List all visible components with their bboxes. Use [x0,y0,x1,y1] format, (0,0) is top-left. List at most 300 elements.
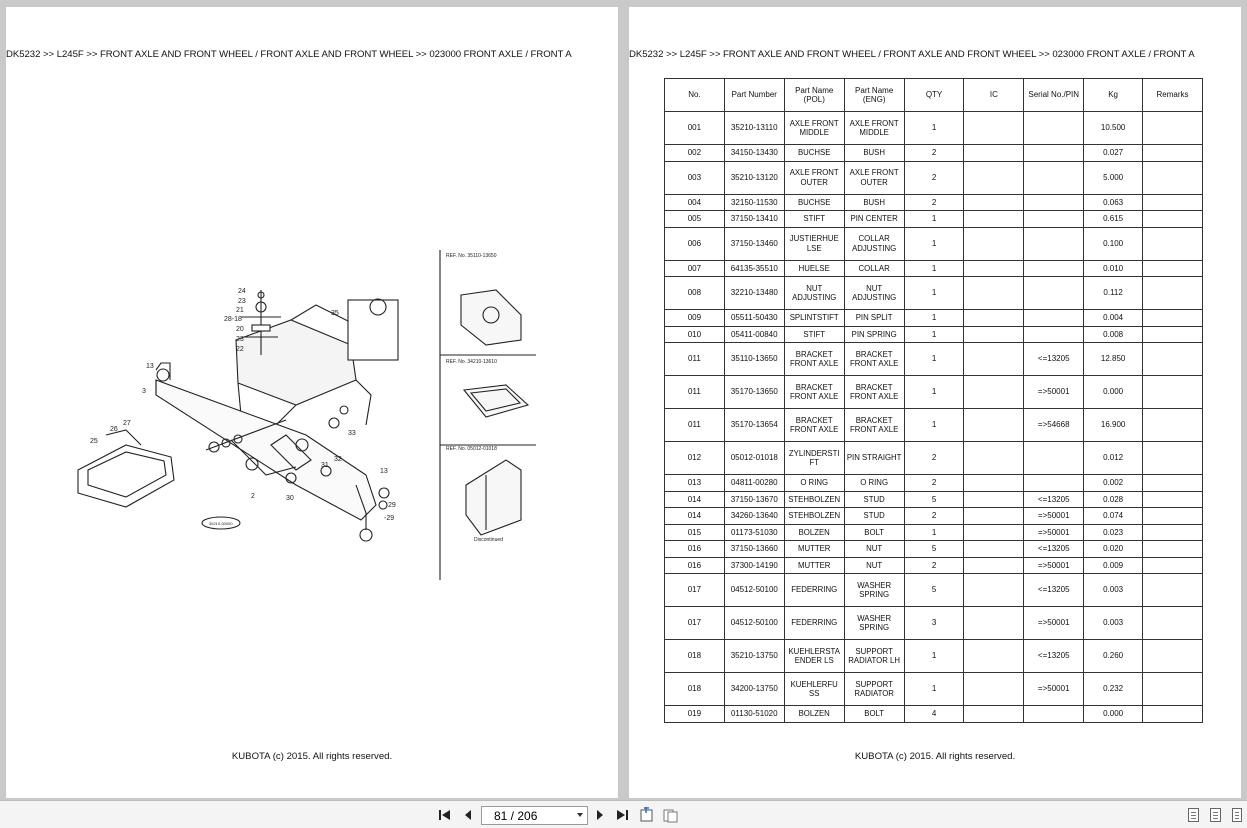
column-header: Part Number [724,79,784,112]
table-cell-qty: 1 [904,260,964,277]
table-cell-qty: 1 [904,524,964,541]
table-cell-kg: 0.020 [1084,541,1143,558]
table-cell-serial: <=13205 [1024,640,1084,673]
table-cell-ic [964,508,1024,525]
table-cell-eng: PIN STRAIGHT [844,442,904,475]
table-cell-serial: <=13205 [1024,343,1084,376]
table-cell-pol: BRACKET FRONT AXLE [784,409,844,442]
table-cell-part: 04512-50100 [724,607,784,640]
table-cell-remarks [1143,508,1203,525]
table-cell-qty: 1 [904,310,964,327]
table-cell-no: 002 [665,145,725,162]
table-row [665,409,1203,442]
table-cell-serial: <=13205 [1024,541,1084,558]
table-cell-ic [964,194,1024,211]
table-cell-serial [1024,442,1084,475]
table-cell-eng: PIN SPRING [844,326,904,343]
table-cell-qty: 2 [904,475,964,492]
table-cell-ic [964,524,1024,541]
table-cell-part: 37150-13460 [724,227,784,260]
table-cell-remarks [1143,491,1203,508]
svg-text:-29: -29 [384,515,395,522]
svg-text:35210-00000: 35210-00000 [209,521,233,526]
svg-text:23: 23 [238,298,246,305]
table-cell-no: 005 [665,211,725,228]
table-cell-ic [964,376,1024,409]
viewer-toolbar [0,800,1247,828]
table-cell-remarks [1143,343,1203,376]
table-cell-ic [964,260,1024,277]
table-cell-eng: STUD [844,491,904,508]
column-header: No. [665,79,725,112]
table-cell-pol: ZYLINDERSTI FT [784,442,844,475]
table-cell-qty: 2 [904,442,964,475]
table-cell-ic [964,574,1024,607]
table-cell-remarks [1143,607,1203,640]
table-cell-kg: 0.112 [1084,277,1143,310]
single-page-mode-icon[interactable] [1188,808,1199,822]
table-cell-eng: NUT ADJUSTING [844,277,904,310]
table-cell-serial: =>50001 [1024,607,1084,640]
table-cell-kg: 0.000 [1084,706,1143,723]
table-cell-kg: 0.004 [1084,310,1143,327]
svg-text:26: 26 [110,426,118,433]
table-row [665,277,1203,310]
table-cell-eng: COLLAR [844,260,904,277]
table-cell-part: 01173-51030 [724,524,784,541]
table-cell-part: 37150-13660 [724,541,784,558]
table-cell-kg: 0.003 [1084,607,1143,640]
table-cell-pol: BUCHSE [784,145,844,162]
table-cell-kg: 0.000 [1084,376,1143,409]
table-cell-ic [964,211,1024,228]
table-cell-no: 013 [665,475,725,492]
table-row [665,574,1203,607]
table-cell-part: 35110-13650 [724,343,784,376]
svg-text:23: 23 [236,336,244,343]
column-header: IC [964,79,1024,112]
svg-text:28-18: 28-18 [224,316,242,323]
table-cell-serial: <=13205 [1024,574,1084,607]
table-cell-serial [1024,161,1084,194]
table-cell-part: 37150-13670 [724,491,784,508]
table-cell-kg: 0.100 [1084,227,1143,260]
svg-text:27: 27 [123,420,131,427]
table-cell-qty: 2 [904,161,964,194]
table-row [665,491,1203,508]
table-cell-pol: KUEHLERSTA ENDER LS [784,640,844,673]
table-cell-serial [1024,194,1084,211]
table-cell-eng: O RING [844,475,904,492]
table-row [665,326,1203,343]
table-cell-qty: 2 [904,194,964,211]
table-cell-serial [1024,310,1084,327]
table-cell-eng: AXLE FRONT OUTER [844,161,904,194]
svg-text:29: 29 [388,502,396,509]
column-header: QTY [904,79,964,112]
table-cell-no: 015 [665,524,725,541]
table-cell-remarks [1143,227,1203,260]
svg-text:REF. No. 34210-13610: REF. No. 34210-13610 [446,359,497,365]
table-cell-kg: 0.260 [1084,640,1143,673]
svg-text:Discontinued: Discontinued [474,537,503,543]
parts-table [664,78,1203,723]
table-cell-ic [964,145,1024,162]
table-cell-remarks [1143,161,1203,194]
table-cell-qty: 2 [904,557,964,574]
table-cell-pol: STEHBOLZEN [784,508,844,525]
table-cell-part: 05411-00840 [724,326,784,343]
table-cell-pol: STIFT [784,326,844,343]
table-cell-kg: 0.003 [1084,574,1143,607]
table-cell-qty: 5 [904,541,964,558]
table-cell-pol: FEDERRING [784,607,844,640]
table-cell-no: 011 [665,409,725,442]
table-cell-qty: 3 [904,607,964,640]
table-cell-remarks [1143,574,1203,607]
left-page-footer: KUBOTA (c) 2015. All rights reserved. [231,751,393,762]
table-cell-no: 014 [665,508,725,525]
table-row [665,260,1203,277]
svg-text:13: 13 [380,468,388,475]
table-cell-part: 37300-14190 [724,557,784,574]
table-cell-ic [964,112,1024,145]
table-row [665,376,1203,409]
table-cell-no: 012 [665,442,725,475]
table-cell-no: 008 [665,277,725,310]
table-cell-no: 018 [665,640,725,673]
table-cell-pol: SPLINTSTIFT [784,310,844,327]
table-cell-eng: STUD [844,508,904,525]
table-cell-no: 016 [665,541,725,558]
two-page-icon [663,807,679,823]
table-cell-serial [1024,706,1084,723]
table-cell-kg: 0.615 [1084,211,1143,228]
column-header: Kg [1084,79,1143,112]
column-header: Part Name (POL) [784,79,844,112]
table-cell-pol: NUT ADJUSTING [784,277,844,310]
table-cell-remarks [1143,524,1203,541]
table-cell-ic [964,541,1024,558]
table-cell-serial [1024,112,1084,145]
table-row [665,706,1203,723]
table-row [665,673,1203,706]
table-cell-part: 04512-50100 [724,574,784,607]
table-row [665,112,1203,145]
table-cell-eng: PIN CENTER [844,211,904,228]
table-cell-part: 05012-01018 [724,442,784,475]
svg-text:3: 3 [142,388,146,395]
svg-text:REF. No. 35110-13650: REF. No. 35110-13650 [446,253,497,259]
table-cell-ic [964,310,1024,327]
table-cell-qty: 2 [904,145,964,162]
table-cell-ic [964,673,1024,706]
table-cell-remarks [1143,673,1203,706]
table-cell-no: 010 [665,326,725,343]
table-cell-remarks [1143,640,1203,673]
table-row [665,524,1203,541]
table-cell-part: 34200-13750 [724,673,784,706]
table-cell-eng: PIN SPLIT [844,310,904,327]
last-page-button[interactable] [614,807,630,823]
prev-page-icon [463,809,473,821]
table-cell-pol: O RING [784,475,844,492]
table-cell-qty: 1 [904,112,964,145]
table-cell-eng: COLLAR ADJUSTING [844,227,904,260]
table-cell-remarks [1143,706,1203,723]
table-row [665,541,1203,558]
table-cell-serial: =>54668 [1024,409,1084,442]
table-cell-pol: BOLZEN [784,524,844,541]
table-cell-part: 35210-13120 [724,161,784,194]
page-number-field[interactable] [481,806,588,825]
table-cell-part: 05511-50430 [724,310,784,327]
table-cell-serial [1024,326,1084,343]
table-cell-no: 009 [665,310,725,327]
table-cell-remarks [1143,326,1203,343]
table-cell-no: 018 [665,673,725,706]
svg-text:35: 35 [331,310,339,317]
table-cell-serial [1024,475,1084,492]
table-cell-part: 35210-13110 [724,112,784,145]
svg-text:32: 32 [334,456,342,463]
svg-text:31: 31 [321,462,329,469]
table-cell-qty: 2 [904,508,964,525]
table-cell-eng: AXLE FRONT MIDDLE [844,112,904,145]
table-cell-qty: 1 [904,640,964,673]
table-cell-part: 35170-13654 [724,409,784,442]
table-cell-serial [1024,260,1084,277]
table-cell-serial [1024,227,1084,260]
table-cell-no: 014 [665,491,725,508]
table-cell-part: 32210-13480 [724,277,784,310]
table-cell-ic [964,326,1024,343]
table-cell-no: 003 [665,161,725,194]
table-cell-qty: 1 [904,326,964,343]
table-cell-ic [964,557,1024,574]
table-cell-serial [1024,145,1084,162]
column-header: Serial No./PIN [1024,79,1084,112]
table-cell-kg: 12.850 [1084,343,1143,376]
table-cell-part: 35210-13750 [724,640,784,673]
right-page [629,7,1241,798]
table-cell-remarks [1143,409,1203,442]
table-row [665,442,1203,475]
table-cell-no: 007 [665,260,725,277]
table-cell-no: 017 [665,574,725,607]
table-cell-eng: BRACKET FRONT AXLE [844,343,904,376]
table-cell-ic [964,277,1024,310]
table-cell-pol: BRACKET FRONT AXLE [784,343,844,376]
table-row [665,310,1203,327]
table-cell-qty: 1 [904,409,964,442]
table-row [665,194,1203,211]
svg-text:20: 20 [236,326,244,333]
svg-text:30: 30 [286,495,294,502]
table-cell-remarks [1143,475,1203,492]
table-cell-eng: BUSH [844,194,904,211]
table-cell-serial: <=13205 [1024,491,1084,508]
prev-page-button[interactable] [460,807,476,823]
table-row [665,211,1203,228]
svg-text:2: 2 [251,493,255,500]
table-cell-kg: 0.063 [1084,194,1143,211]
table-cell-kg: 0.074 [1084,508,1143,525]
right-page-footer: KUBOTA (c) 2015. All rights reserved. [854,751,1016,762]
table-cell-qty: 1 [904,277,964,310]
table-cell-ic [964,607,1024,640]
table-row [665,557,1203,574]
table-cell-kg: 0.002 [1084,475,1143,492]
table-cell-qty: 1 [904,227,964,260]
table-cell-serial: =>50001 [1024,508,1084,525]
table-cell-qty: 1 [904,343,964,376]
table-cell-qty: 1 [904,376,964,409]
table-cell-qty: 1 [904,673,964,706]
table-cell-no: 004 [665,194,725,211]
table-cell-part: 04811-00280 [724,475,784,492]
table-cell-remarks [1143,557,1203,574]
left-page [6,7,618,798]
table-cell-pol: MUTTER [784,541,844,558]
table-cell-pol: AXLE FRONT OUTER [784,161,844,194]
table-cell-kg: 0.028 [1084,491,1143,508]
table-cell-pol: STIFT [784,211,844,228]
table-cell-remarks [1143,541,1203,558]
svg-text:24: 24 [238,288,246,295]
table-cell-part: 01130-51020 [724,706,784,723]
table-cell-remarks [1143,145,1203,162]
table-cell-pol: BUCHSE [784,194,844,211]
page-dropdown-caret-icon[interactable] [577,813,583,817]
table-cell-part: 35170-13650 [724,376,784,409]
table-cell-eng: WASHER SPRING [844,607,904,640]
table-row [665,343,1203,376]
table-cell-pol: BOLZEN [784,706,844,723]
table-cell-remarks [1143,211,1203,228]
table-cell-ic [964,491,1024,508]
table-cell-eng: BRACKET FRONT AXLE [844,376,904,409]
table-cell-eng: BUSH [844,145,904,162]
table-cell-no: 001 [665,112,725,145]
table-cell-no: 011 [665,376,725,409]
table-cell-qty: 5 [904,491,964,508]
table-cell-pol: JUSTIERHUE LSE [784,227,844,260]
table-cell-part: 64135-35510 [724,260,784,277]
table-cell-eng: BRACKET FRONT AXLE [844,409,904,442]
table-cell-pol: BRACKET FRONT AXLE [784,376,844,409]
table-cell-kg: 16.900 [1084,409,1143,442]
table-header-row [665,79,1203,112]
table-row [665,640,1203,673]
table-cell-ic [964,706,1024,723]
fit-page-icon [639,807,655,823]
continuous-mode-icon[interactable] [1210,808,1221,822]
table-cell-remarks [1143,310,1203,327]
table-cell-remarks [1143,376,1203,409]
table-cell-serial: =>50001 [1024,376,1084,409]
table-cell-remarks [1143,112,1203,145]
svg-text:25: 25 [90,438,98,445]
table-cell-part: 34260-13640 [724,508,784,525]
table-cell-eng: SUPPORT RADIATOR LH [844,640,904,673]
left-page-header: DK5232 >> L245F >> FRONT AXLE AND FRONT WHEEL / FRONT AXLE AND FRONT WHEEL >> 023000 FRONT AXLE / FRONT A [6,49,572,60]
table-cell-part: 34150-13430 [724,145,784,162]
table-cell-no: 019 [665,706,725,723]
table-cell-eng: NUT [844,541,904,558]
table-cell-pol: AXLE FRONT MIDDLE [784,112,844,145]
table-cell-ic [964,640,1024,673]
table-cell-qty: 4 [904,706,964,723]
table-cell-eng: SUPPORT RADIATOR [844,673,904,706]
table-cell-ic [964,442,1024,475]
table-cell-qty: 5 [904,574,964,607]
table-row [665,607,1203,640]
table-cell-part: 37150-13410 [724,211,784,228]
last-page-icon [615,809,629,821]
svg-text:21: 21 [236,307,244,314]
table-row [665,475,1203,492]
table-cell-kg: 0.012 [1084,442,1143,475]
table-cell-no: 016 [665,557,725,574]
table-cell-serial [1024,211,1084,228]
first-page-button[interactable] [437,807,453,823]
next-page-button[interactable] [592,807,608,823]
table-row [665,227,1203,260]
svg-text:REF. No. 05012-01018: REF. No. 05012-01018 [446,446,497,452]
table-cell-ic [964,409,1024,442]
table-cell-kg: 10.500 [1084,112,1143,145]
table-cell-kg: 0.232 [1084,673,1143,706]
table-cell-pol: HUELSE [784,260,844,277]
table-cell-pol: STEHBOLZEN [784,491,844,508]
table-cell-eng: NUT [844,557,904,574]
table-cell-ic [964,475,1024,492]
table-cell-kg: 0.009 [1084,557,1143,574]
table-cell-kg: 0.010 [1084,260,1143,277]
exploded-parts-diagram [66,245,536,580]
page-indicator: 81 / 206 [494,808,538,823]
table-cell-ic [964,227,1024,260]
table-cell-kg: 0.023 [1084,524,1143,541]
table-cell-ic [964,343,1024,376]
fit-page-button[interactable] [639,807,655,823]
next-page-icon [595,809,605,821]
table-cell-remarks [1143,194,1203,211]
svg-text:22: 22 [236,346,244,353]
table-cell-serial [1024,277,1084,310]
first-page-icon [438,809,452,821]
column-header: Remarks [1143,79,1203,112]
table-cell-kg: 5.000 [1084,161,1143,194]
table-cell-serial: =>50001 [1024,524,1084,541]
table-cell-no: 017 [665,607,725,640]
table-cell-kg: 0.027 [1084,145,1143,162]
table-cell-serial: =>50001 [1024,557,1084,574]
table-cell-remarks [1143,260,1203,277]
table-cell-remarks [1143,277,1203,310]
table-row [665,161,1203,194]
two-page-button[interactable] [663,807,679,823]
facing-mode-icon[interactable] [1232,808,1242,822]
table-cell-ic [964,161,1024,194]
table-cell-kg: 0.008 [1084,326,1143,343]
table-cell-pol: FEDERRING [784,574,844,607]
table-row [665,145,1203,162]
table-cell-no: 011 [665,343,725,376]
column-header: Part Name (ENG) [844,79,904,112]
svg-text:13: 13 [146,363,154,370]
